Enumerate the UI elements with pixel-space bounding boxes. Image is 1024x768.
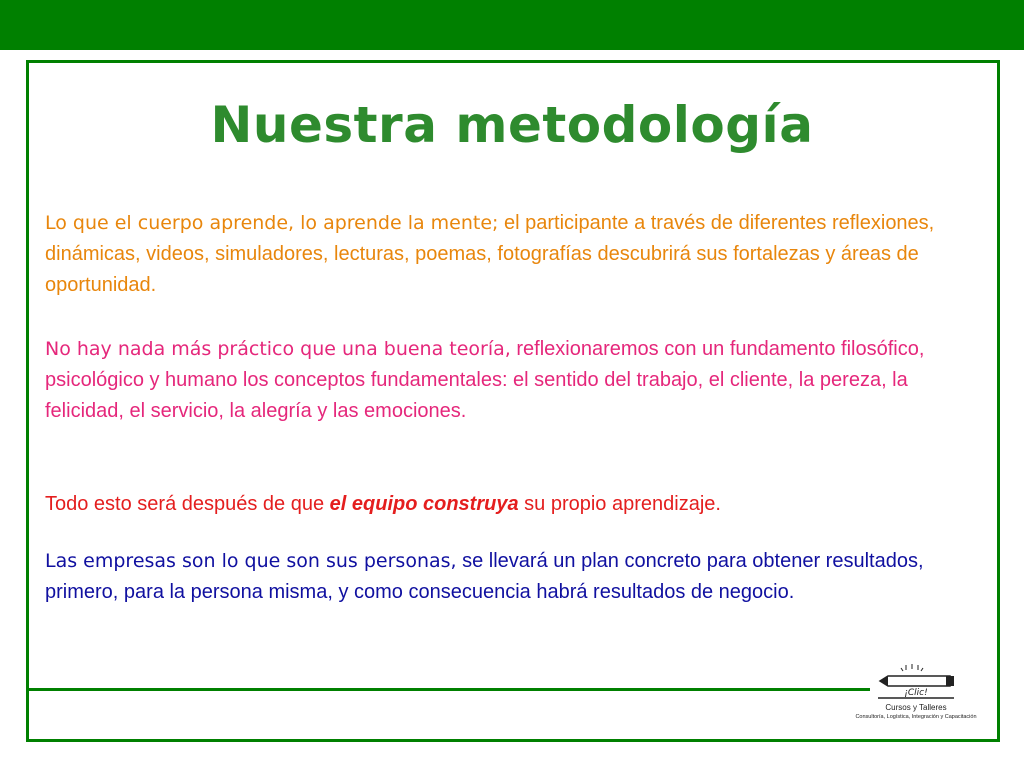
paragraph-body: el participante a través de diferentes reflexiones, dinámicas, videos, simuladores, lecturas, poemas, fotografías descubrirá sus fortalezas y áreas de oportunidad.: [45, 212, 935, 296]
pencil-icon: [868, 662, 964, 702]
paragraph-body: se llevará un plan concreto para obtener resultados, primero, para la persona misma, y como consecuencia habrá resultados de negocio.: [45, 550, 924, 603]
paragraph-emphasis: el equipo construya: [329, 493, 519, 515]
paragraph-empresas: [45, 546, 975, 608]
paragraph-text: su propio aprendizaje.: [518, 493, 721, 515]
paragraph-lead: No hay nada más práctico que una buena teoría,: [45, 338, 511, 360]
logo-tagline: Consultoría, Logística, Integración y Capacitación: [855, 714, 977, 720]
paragraph-teoria: [45, 334, 975, 427]
paragraph-body: reflexionaremos con un fundamento filosófico, psicológico y humano los conceptos fundamentales: el sentido del trabajo, el cliente, la pereza, la felicidad, el servicio, la alegría y las emociones.: [45, 338, 925, 422]
paragraph-equipo: [45, 489, 975, 520]
company-logo: [848, 662, 984, 734]
logo-mark: ¡Clic!: [904, 688, 928, 698]
header-bar: [0, 0, 1024, 50]
logo-name: Cursos y Talleres: [885, 703, 947, 712]
footer-divider: [26, 688, 870, 691]
paragraph-lead: Las empresas son lo que son sus personas,: [45, 550, 457, 572]
slide-title: Nuestra metodología: [210, 96, 814, 154]
paragraph-text: Todo esto será después de que: [45, 493, 330, 515]
paragraph-cuerpo-mente: [45, 208, 975, 301]
paragraph-lead: Lo que el cuerpo aprende, lo aprende la mente;: [45, 212, 499, 234]
